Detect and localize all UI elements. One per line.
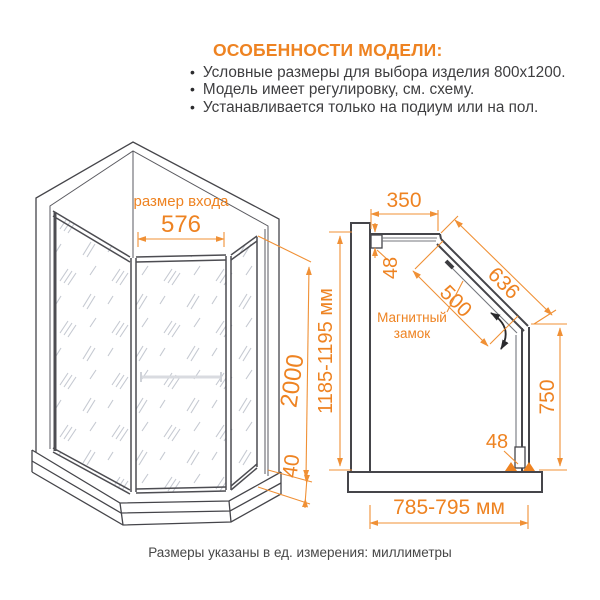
left-wall — [351, 223, 370, 472]
feature-text: Условные размеры для выбора изделия 800x1200. — [202, 64, 566, 81]
left-glass-panel — [53, 211, 130, 494]
wall-profile-top — [371, 235, 382, 248]
height-dim: 2000 — [275, 352, 310, 410]
feature-text: Модель имеет регулировку, см. схему. — [202, 81, 475, 99]
magnetic-lock-label: замок — [393, 326, 431, 341]
features-list — [190, 64, 590, 116]
bottom-profile-dim: 48 — [485, 431, 509, 453]
bullet-icon: • — [190, 81, 195, 98]
diagonal-dim: 636 — [483, 262, 525, 304]
feature-text: Устанавливается только на подиум или на пол. — [202, 98, 539, 116]
wall-profile-bottom — [515, 447, 525, 468]
entrance-label: размер входа — [133, 193, 229, 210]
feature-item — [190, 64, 590, 81]
feature-item — [190, 81, 590, 98]
bullet-icon: • — [190, 98, 195, 115]
features-block — [190, 40, 590, 116]
feature-item — [190, 99, 590, 116]
units-note: Размеры указаны в ед. измерения: миллиметры — [148, 545, 452, 560]
podium — [348, 472, 542, 492]
plan-diagram — [312, 180, 598, 535]
plan-structure — [348, 223, 542, 492]
top-width-dim: 350 — [386, 189, 422, 212]
front-width-dim: 785-795 мм — [393, 496, 505, 519]
entrance-width-dim: 576 — [160, 211, 202, 238]
bullet-icon: • — [190, 64, 195, 80]
side-depth-dim: 1185-1195 мм — [315, 288, 337, 414]
door-glass-panel — [136, 255, 226, 493]
magnetic-lock-label: Магнитный — [377, 310, 447, 325]
top-glass — [382, 238, 437, 241]
corner-joint — [440, 234, 441, 239]
door-width-dim: 500 — [435, 280, 477, 322]
magnet-strip — [446, 261, 453, 268]
tray-height-dim: 40 — [278, 452, 305, 480]
right-glass-panel — [231, 236, 257, 490]
features-title: ОСОБЕННОСТИ МОДЕЛИ: — [213, 40, 443, 60]
right-depth-dim: 750 — [536, 379, 559, 415]
isometric-diagram — [18, 135, 318, 535]
top-profile-dim: 48 — [380, 256, 402, 280]
